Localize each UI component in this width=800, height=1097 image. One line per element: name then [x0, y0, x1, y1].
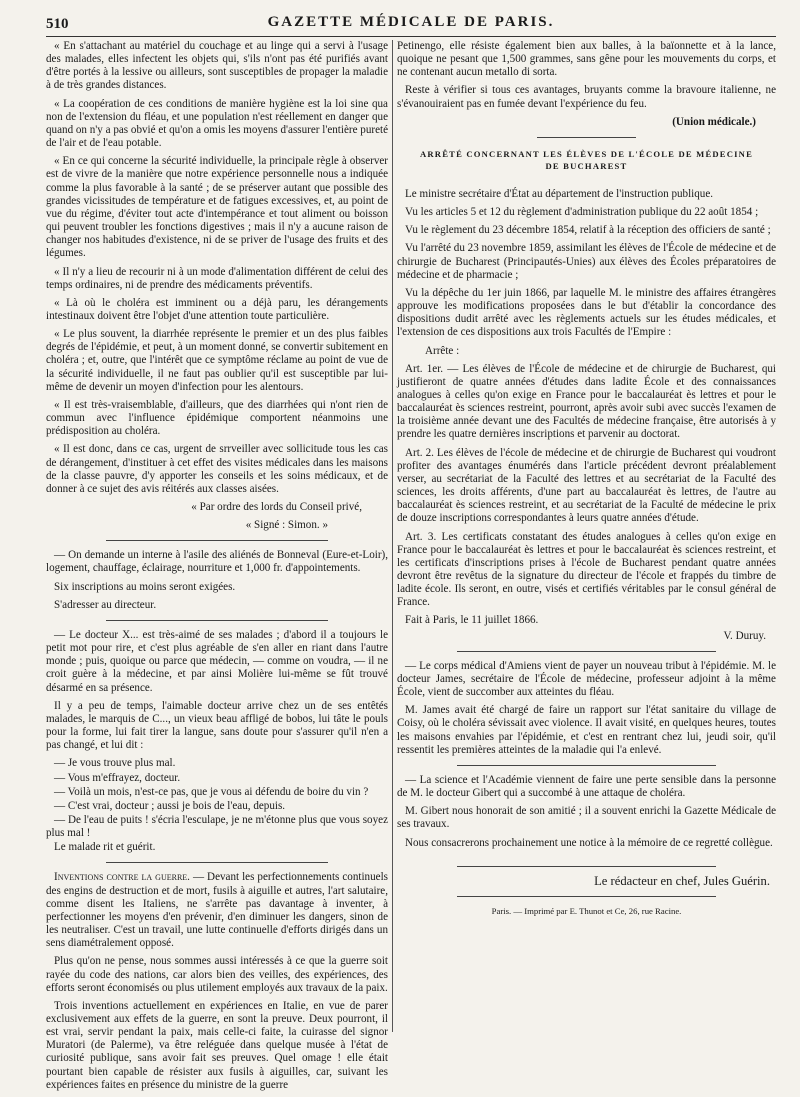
separator: [106, 540, 328, 541]
news-paragraph: M. Gibert nous honorait de son amitié ; il a souvent enrichi la Gazette Médicale de ses travaux.: [397, 805, 776, 831]
separator: [106, 862, 328, 863]
order-line: « Par ordre des lords du Conseil privé,: [191, 501, 362, 513]
article-paragraph: Petinengo, elle résiste également bien aux balles, à la baïonnette et à la lance, quoique ne pesant que 1,500 grammes, sans gêne pour les mouvements du corps, et ne contenant aucun metallo di sorta.: [397, 40, 776, 79]
page-header: [46, 10, 776, 37]
news-paragraph: — Le corps médical d'Amiens vient de payer un nouveau tribut à l'épidémie. M. le docteur James, secrétaire de l'École de médecine, professeur adjoint à la même École, vient de succomber aux atteintes du fléau.: [397, 659, 776, 699]
separator: [457, 651, 716, 652]
article-paragraph: « La coopération de ces conditions de manière hygiène est la loi sine qua non de l'extension du fléau, et une population n'est réellement en danger que quand on n'y a pas obvié et qu'on a omis les moyens d'assurer l'entière pureté de l'air et de l'eau potable.: [46, 97, 388, 150]
decree-paragraph: Vu le règlement du 23 décembre 1854, relatif à la réception des officiers de santé ;: [405, 224, 771, 237]
news-paragraph: — La science et l'Académie viennent de faire une perte sensible dans la personne de M. le docteur Gibert qui a succombé à une attaque de choléra.: [397, 773, 776, 800]
arrete-heading: [397, 148, 776, 172]
separator: [537, 137, 636, 138]
section-title: Inventions contre la guerre.: [54, 871, 190, 884]
dialogue-line: — Vous m'effrayez, docteur.: [54, 771, 181, 784]
dialogue-line: — C'est vrai, docteur ; aussi je bois de l'eau, depuis.: [54, 799, 286, 812]
page-number: 510: [46, 16, 69, 32]
article-paragraph: « Il est donc, dans ce cas, urgent de srrveiller avec sollicitude tous les cas de dérangement, d'instituer à cet effet des visites médicales dans les maisons de la classe pauvre, d'y apporter les conseils et les soins médicaux, et de donner à ce sujet des avis réitérés aux classes aisées.: [46, 443, 388, 495]
decree-paragraph: Vu la dépêche du 1er juin 1866, par laquelle M. le ministre des affaires étrangères approuve les modifications proposées dans le but d'établir la concordance des dispositions dudit arrêté avec les règlements actuels sur les études médicales, et l'extension de ces dispositions aux trois Facultés de l'Empire :: [397, 286, 776, 339]
separator: [457, 896, 716, 897]
decree-paragraph: Vu les articles 5 et 12 du règlement d'administration publique du 22 août 1854 ;: [405, 206, 759, 219]
decree-article: Art. 1er. — Les élèves de l'École de médecine et de chirurgie de Bucharest, qui justifieront de quatre années d'études dans ladite École et des connaissances analogues à celles qu'on exige en France pour le baccalauréat ès lettres et pour le baccalauréat ès sciences restreint, pourront, après avoir subi avec succès l'examen de la troisième année devant une des Facultés de médecine française, être autorisés à y prendre les quatre dernières inscriptions et parvenir au doctorat.: [397, 362, 776, 441]
war-text: — Devant les perfectionnements continuels des engins de destruction et de mort, fusils à aiguille et autres, l'art salutaire, comme disent les Italiens, ne s'arrête pas davantage à inventer, à perfectionner les moyens d'en prévenir, d'en diminuer les dangers, sinon de les neutraliser. C'est un travail, une lutte continuelle d'efforts dirigés dans un sens diamétralement opposé.: [46, 871, 388, 950]
anecdote-paragraph: — Le docteur X... est très-aimé de ses malades ; d'abord il a toujours le petit mot pour rire, et c'est plus agréable de s'en aller en riant dans l'autre monde ; puis, quoique ou parce que médecin, — comme on voudra, — il ne croit guère à la médecine, et par ainsi Molière lui-même se fût trouvé désarmé en sa présence.: [46, 628, 388, 694]
anecdote-paragraph: Il y a peu de temps, l'aimable docteur arrive chez un de ses entêtés malades, le marquis de C..., un vieux beau affligé de bobos, lui tâte le pouls pour la forme, lui fait tirer la langue, sans doute pour s'assurer qu'il n'en a pas changé, et lui dit :: [46, 699, 388, 752]
decree-paragraph: Vu l'arrêté du 23 novembre 1859, assimilant les élèves de l'École de médecine et de chirurgie de Bucharest (Principautés-Unies) aux élèves des Écoles préparatoires de médecine et de pharmacie ;: [397, 242, 776, 281]
article-paragraph: « Le plus souvent, la diarrhée représente le premier et un des plus faibles degrés de l'épidémie, et peut, à un moment donné, se convertir subitement en choléra ; et, outre, que l'intérêt que ce symptôme réclame au point de vue de la sécurité individuelle, il ne faut pas oublier qu'il est susceptible par lui-même de devenir un moyen d'infection pour les alentours.: [46, 328, 388, 393]
separator: [106, 620, 328, 621]
decree-date: Fait à Paris, le 11 juillet 1866.: [405, 614, 539, 627]
intern-line: Six inscriptions au moins seront exigées.: [54, 580, 236, 593]
printer-imprint: Paris. — Imprimé par E. Thunot et Ce, 26, rue Racine.: [491, 905, 682, 916]
war-paragraph: Trois inventions actuellement en expériences en Italie, en vue de parer exclusivement aux effets de la guerre, en sont la preuve. Deux pourront, il est vrai, servir pendant la paix, mais celle-ci faite, la cuirasse del signor Muratori (de Palerme), va être reléguée dans quelque musée à l'état de curiosité publique, sans avoir fait ses preuves. Quel omage ! elle était pourtant bien capable de résister aux fusils à aiguilles, car, suivant les expériences faites en présence du ministre de la guerre: [46, 999, 388, 1091]
source-attribution: (Union médicale.): [672, 115, 756, 128]
war-paragraph: [46, 871, 388, 950]
column-divider: [392, 40, 393, 1032]
dialogue-line: — Je vous trouve plus mal.: [54, 757, 176, 770]
article-paragraph: « Il n'y a lieu de recourir ni à un mode d'alimentation différent de celui des temps ordinaires, ni de prendre des médicaments préventifs.: [46, 265, 388, 291]
decree-article: Art. 3. Les certificats constatant des études analogues à celles qu'on exige en France pour le baccalauréat ès lettres et pour le baccalauréat ès sciences restreint, et les certificats d'inscriptions prises à l'école de Bucharest pendant quatre années devront être revêtus de la signature du directeur de l'école et frappés du timbre de ladite école. Ils seront, en outre, visés et certifiés véritables par le consul général de France.: [397, 530, 776, 609]
decree-paragraph: Le ministre secrétaire d'État au département de l'instruction publique.: [405, 187, 714, 200]
decree-article: Art. 2. Les élèves de l'école de médecine et de chirurgie de Bucharest qui voudront profiter des avantages énumérés dans l'article précédent devront préalablement verser, au secrétariat de la Faculté des lettres et au secrétariat de la Faculté des sciences, les droits afférents, d'une part au baccalauréat ès lettres, de l'autre au baccalauréat ès sciences restreint, et au secrétariat de la Faculté de médecine le prix de douze inscriptions correspondantes à leurs quatre années d'étude.: [397, 446, 776, 525]
dialogue-line: — Voilà un mois, n'est-ce pas, que je vous ai défendu de boire du vin ?: [54, 785, 369, 798]
separator: [457, 765, 716, 766]
news-paragraph: Nous consacrerons prochainement une notice à la mémoire de ce regretté collègue.: [405, 836, 773, 849]
intern-notice: — On demande un interne à l'asile des aliénés de Bonneval (Eure-et-Loir), logement, chauffage, éclairage, nourriture et 1,000 fr. d'appointements.: [46, 549, 388, 575]
signed-line: « Signé : Simon. »: [245, 519, 328, 532]
right-column: [397, 40, 776, 918]
article-paragraph: « En ce qui concerne la sécurité individuelle, la principale règle à observer est de vivre de la manière que notre expérience personnelle nous a indiquée comme la plus favorable à la santé ; de se préserver autant que possible des grandes vicissitudes de température et de fatigues excessives, et, au point de vue du régime, d'éviter tout acte d'intempérance et tout aliment ou boisson qui peuvent troubler les fonctions digestives ; mais il n'y a aucune raison de changer nos habitudes d'existence, ni de se priver de l'usage des fruits et des légumes.: [46, 155, 388, 260]
arrete-heading-line: DE BUCHAREST: [545, 160, 628, 171]
separator: [457, 866, 716, 867]
war-paragraph: Plus qu'on ne pense, nous sommes aussi intéressés à ce que la guerre soit rayée du code des nations, car alors bien des veilles, des expériences, des efforts seront économisés ou plus utilement employés aux travaux de la paix.: [46, 955, 388, 994]
intern-line: S'adresser au directeur.: [54, 598, 157, 611]
decree-paragraph: Arrête :: [425, 344, 460, 357]
news-paragraph: M. James avait été chargé de faire un rapport sur l'état sanitaire du village de Coisy, où le choléra sévissait avec violence. Il avait visité, en quelques heures, toutes les maisons envahies par l'épidémie, et c'est en rentrant chez lui, jeudi soir, qu'il ressentit les premières atteintes de la maladie qui l'a enlevé.: [397, 704, 776, 756]
article-paragraph: « En s'attachant au matériel du couchage et au linge qui a servi à l'usage des malades, elles infectent les objets qui, s'ils n'ont pas été purifiés avant d'être portés à la lessive ou ailleurs, sont susceptibles de propager la maladie à de très grandes distances.: [46, 40, 388, 92]
dialogue-line: — De l'eau de puits ! s'écria l'esculape, je ne m'étonne plus que vous soyez plus mal !: [46, 813, 388, 840]
article-paragraph: « Il est très-vraisemblable, d'ailleurs, que des diarrhées qui n'ont rien de commun avec l'influence épidémique comportent néanmoins une prédisposition au choléra.: [46, 398, 388, 438]
dialogue-line: Le malade rit et guérit.: [54, 841, 156, 854]
arrete-heading-line: ARRÊTÉ CONCERNANT LES ÉLÈVES DE L'ÉCOLE DE MÉDECINE: [420, 148, 753, 159]
article-paragraph: « Là où le choléra est imminent ou a déjà paru, les dérangements intestinaux doivent être l'objet d'une attention toute particulière.: [46, 296, 388, 322]
journal-title: GAZETTE MÉDICALE DE PARIS.: [267, 14, 555, 30]
decree-signer: V. Duruy.: [723, 629, 766, 642]
editor-signature: Le rédacteur en chef, Jules Guérin.: [594, 873, 770, 888]
article-paragraph: Reste à vérifier si tous ces avantages, bruyants comme la bravoure italienne, ne s'évanouiraient pas en fumée devant l'expérience du feu.: [397, 84, 776, 110]
left-column: [46, 40, 388, 1097]
